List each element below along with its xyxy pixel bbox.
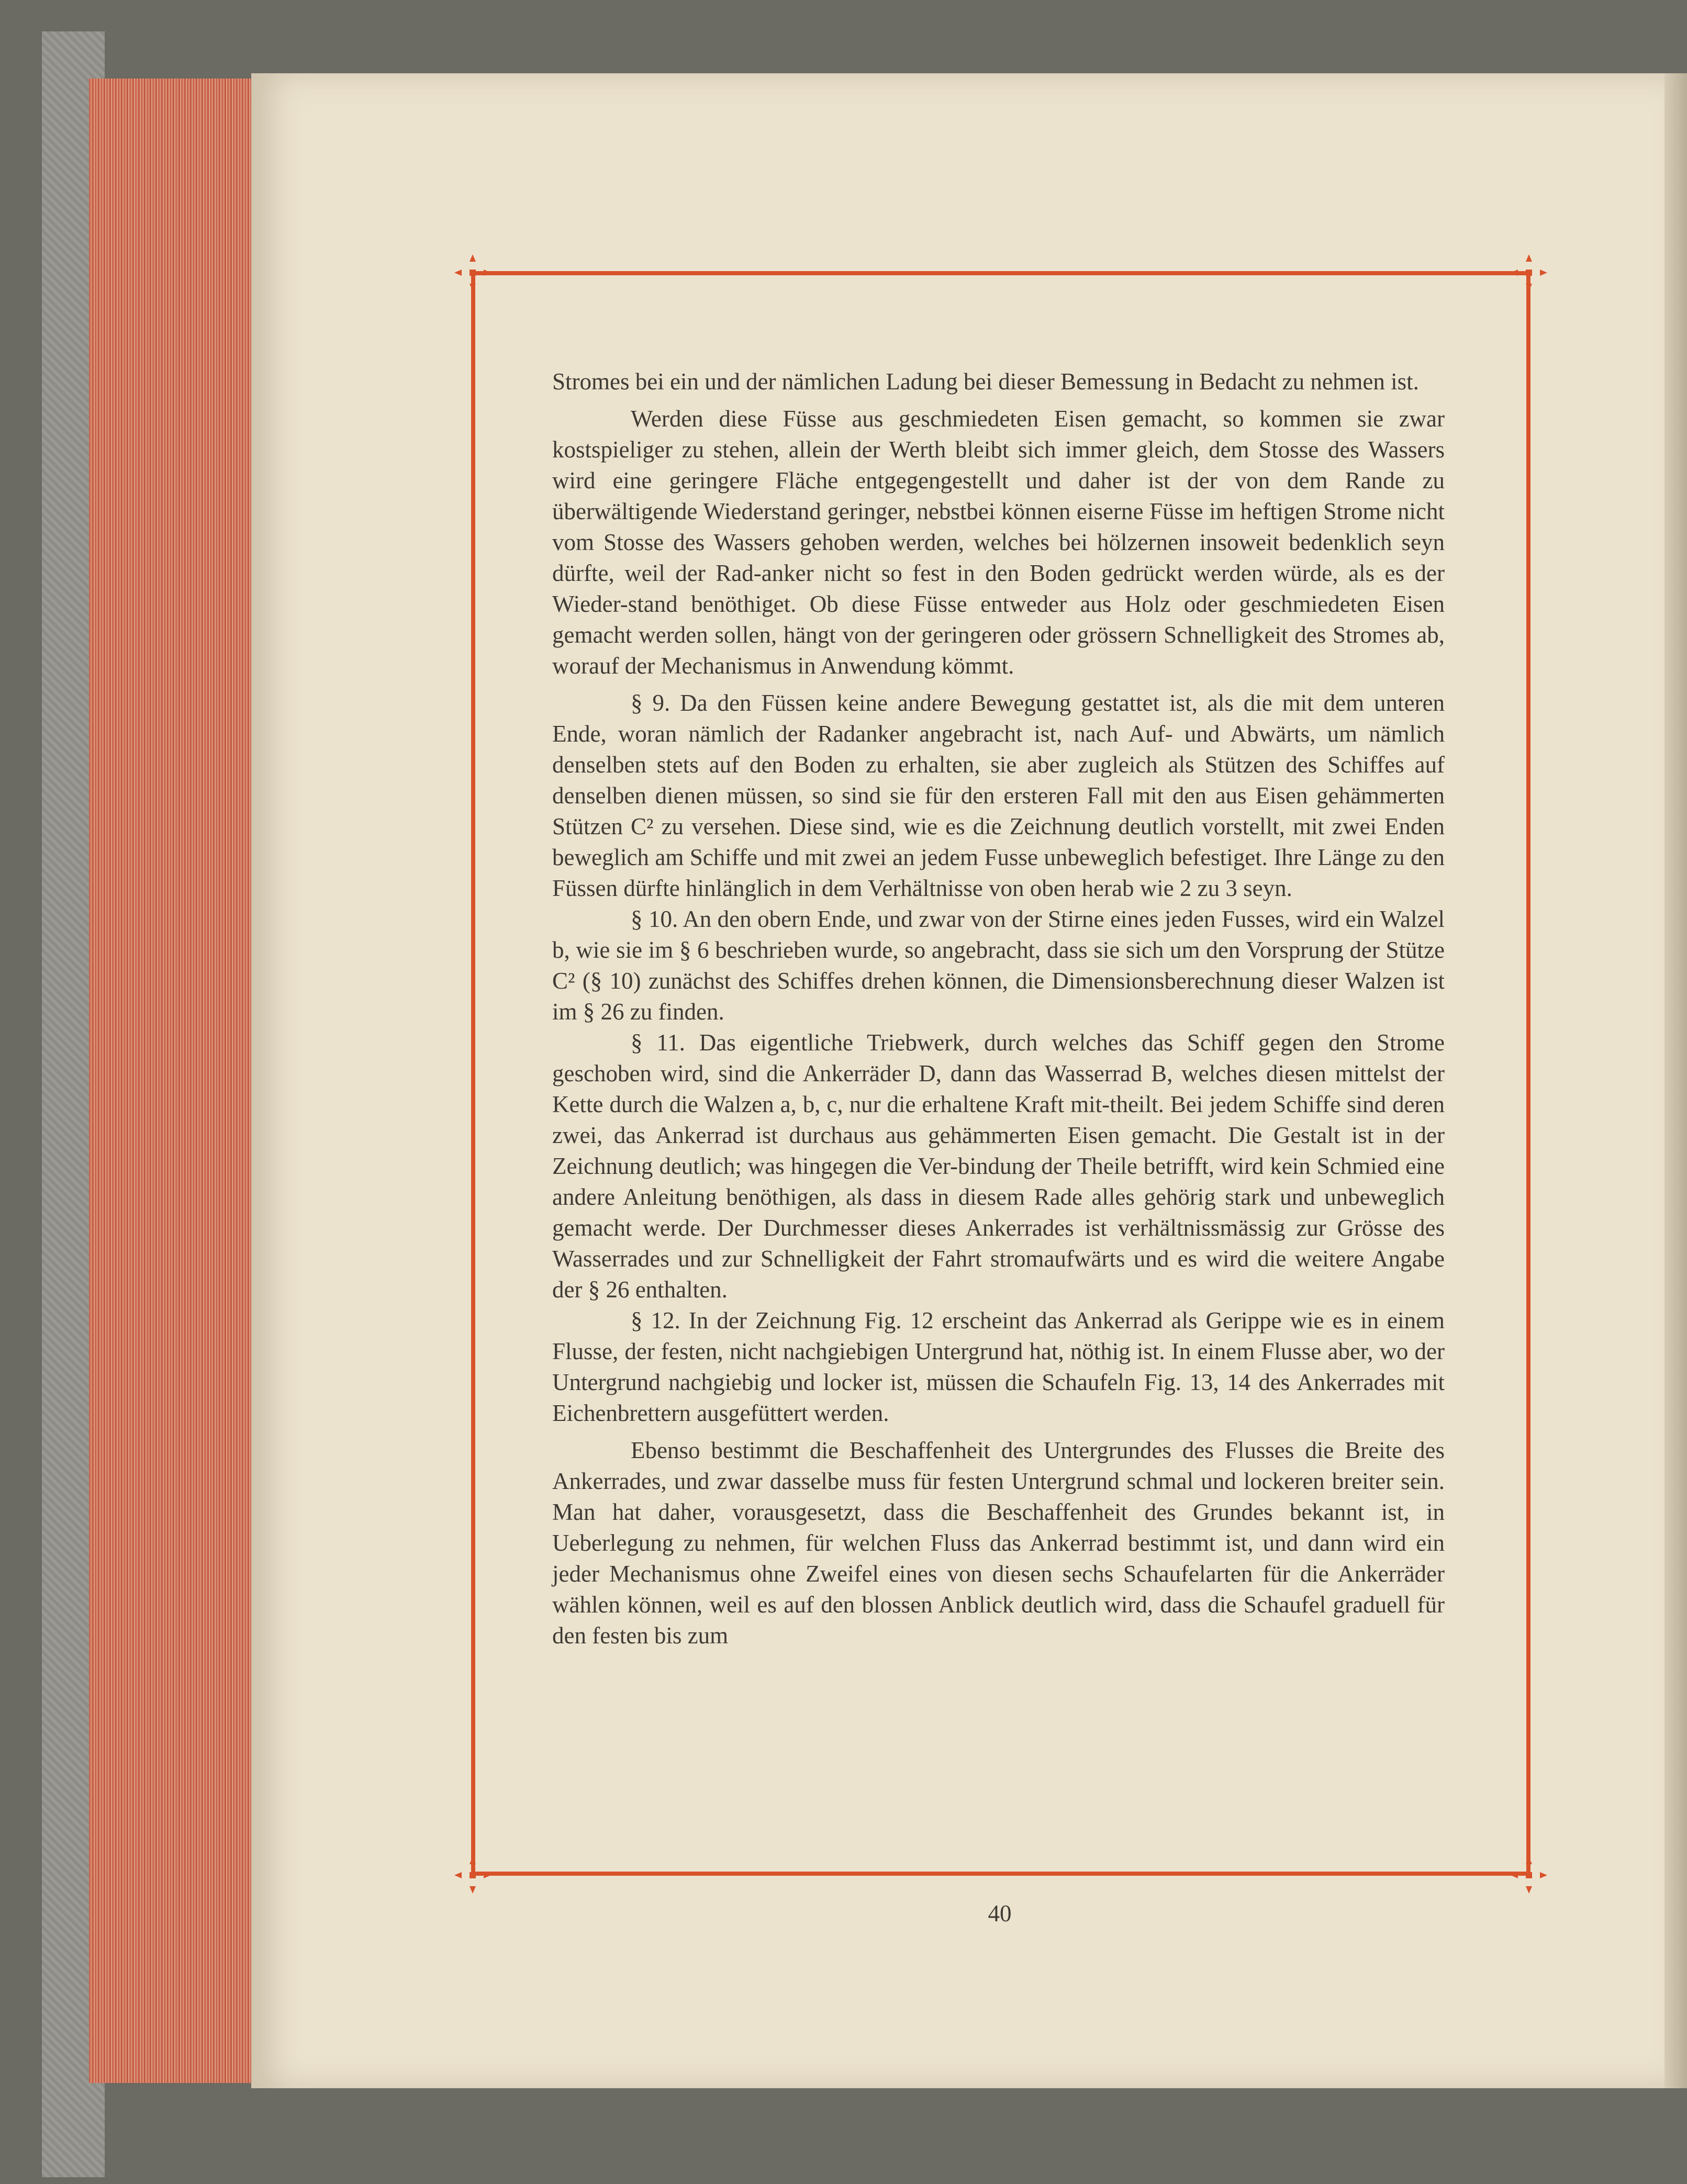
paragraph: § 12. In der Zeichnung Fig. 12 erscheint das Ankerrad als Gerippe wie es in einem Flusse, der festen, nicht nachgiebigen Untergrund hat, nöthig ist. In einem Flusse aber, wo der Untergrund nachgiebig und locker ist, müssen die Schaufeln Fig. 13, 14 des Ankerrades mit Eichenbrettern ausgefüttert werden.: [552, 1307, 1445, 1426]
paragraph: § 9. Da den Füssen keine andere Bewegung gestattet ist, als die mit dem unteren Ende, woran nämlich der Radanker angebracht ist, nach Auf- und Abwärts, um nämlich denselben stets auf den Boden zu erhalten, sie aber zugleich als Stützen des Schiffes auf denselben dienen müssen, so sind sie für den ersteren Fall mit den aus Eisen gehämmerten Stützen C² zu versehen. Diese sind, wie es die Zeichnung deutlich vorstellt, mit zwei Enden beweglich am Schiffe und mit zwei an jedem Fusse unbeweglich befestiget. Ihre Länge zu den Füssen dürfte hinlänglich in dem Verhältnisse von oben herab wie 2 zu 3 seyn.: [552, 690, 1445, 901]
facing-page-edge: [1664, 73, 1687, 2088]
arrow-ornament-icon: [1511, 1857, 1547, 1894]
arrow-ornament-icon: [454, 254, 491, 291]
paragraph: Stromes bei ein und der nämlichen Ladung bei dieser Bemessung in Bedacht zu nehmen ist.: [552, 368, 1419, 395]
body-text: [552, 366, 1445, 1651]
arrow-ornament-icon: [454, 1857, 491, 1894]
paragraph: § 11. Das eigentliche Triebwerk, durch welches das Schiff gegen den Strome geschoben wird, sind die Ankerräder D, dann das Wasserrad B, welches diesen mittelst der Kette durch die Walzen a, b, c, nur die erhaltene Kraft mit-theilt. Bei jedem Schiffe sind deren zwei, das Ankerrad ist durchaus aus gehämmerten Eisen gemacht. Die Gestalt ist in der Zeichnung deutlich; was hingegen die Ver-bindung der Theile betrifft, wird kein Schmied eine andere Anleitung benöthigen, als dass in diesem Rade alles gehörig stark und unbeweglich gemacht werde. Der Durchmesser dieses Ankerrades ist verhältnissmässig zur Grösse des Wasserrades und zur Schnelligkeit der Fahrt stromaufwärts und es wird die weitere Angabe der § 26 enthalten.: [552, 1029, 1445, 1303]
paragraph: Ebenso bestimmt die Beschaffenheit des Untergrundes des Flusses die Breite des Ankerrades, und zwar dasselbe muss für festen Untergrund schmal und lockeren breiter sein. Man hat daher, vorausgesetzt, dass die Beschaffenheit des Grundes bekannt ist, in Ueberlegung zu nehmen, für welchen Fluss das Ankerrad bestimmt ist, und dann wird ein jeder Mechanismus ohne Zweifel eines von diesen sechs Schaufelarten für die Ankerräder wählen können, weil es auf den blossen Anblick deutlich wird, dass die Schaufel graduell für den festen bis zum: [552, 1437, 1445, 1649]
arrow-ornament-icon: [1511, 254, 1547, 291]
page-number: 40: [988, 1900, 1012, 1927]
paragraph: § 10. An den obern Ende, und zwar von der Stirne eines jeden Fusses, wird ein Walzel b, wie sie im § 6 beschrieben wurde, so angebracht, dass sie sich um den Vorsprung der Stütze C² (§ 10) zunächst des Schiffes drehen können, die Dimensionsberechnung dieser Walzen ist im § 26 zu finden.: [552, 906, 1445, 1025]
paragraph: Werden diese Füsse aus geschmiedeten Eisen gemacht, so kommen sie zwar kostspieliger zu stehen, allein der Werth bleibt sich immer gleich, dem Stosse des Wassers wird eine geringere Fläche entgegengestellt und daher ist der von dem Rande zu überwältigende Wiederstand geringer, nebstbei können eiserne Füsse im heftigen Strome nicht vom Stosse des Wassers gehoben werden, welches bei hölzernen insoweit bedenklich seyn dürfte, weil der Rad-anker nicht so fest in den Boden gedrückt werden würde, als es der Wieder-stand benöthiget. Ob diese Füsse entweder aus Holz oder geschmiedeten Eisen gemacht werden sollen, hängt von der geringeren oder grössern Schnelligkeit des Stromes ab, worauf der Mechanismus in Anwendung kömmt.: [552, 406, 1445, 679]
page-edges: [89, 79, 262, 2083]
